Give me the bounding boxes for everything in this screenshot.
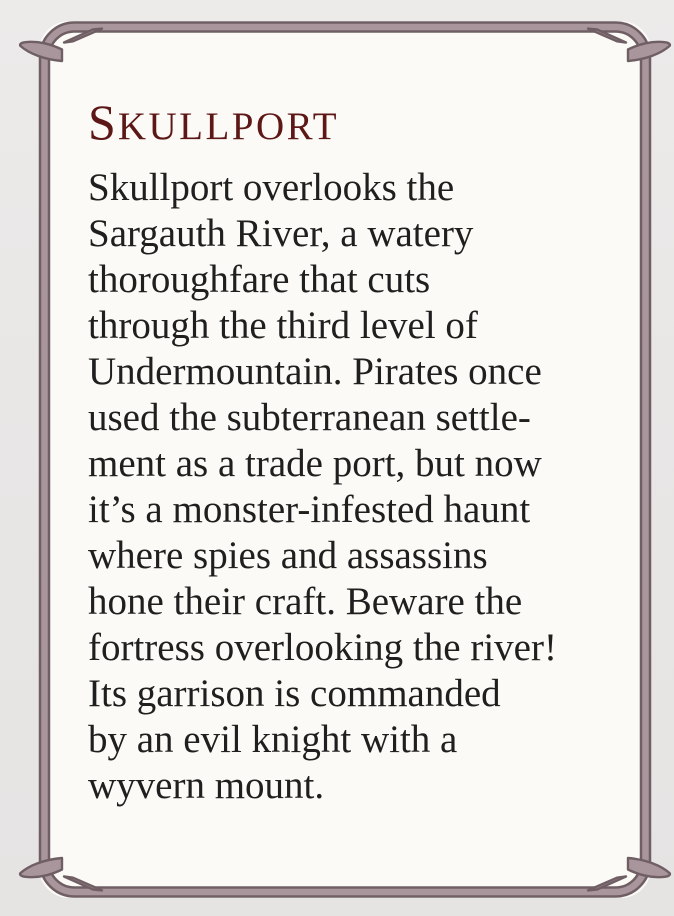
body-line: Its garrison is commanded [88, 672, 501, 715]
body-line: fortress overlooking the river! [88, 626, 557, 669]
body-line: Skullport overlooks the [88, 166, 455, 209]
card-title-rest: KULLPORT [117, 105, 340, 148]
card-title [88, 94, 644, 163]
card-content [88, 94, 644, 809]
body-line: thoroughfare that cuts [88, 258, 431, 301]
body-line: hone their craft. Beware the [88, 580, 523, 623]
body-line: ment as a trade port, but now [88, 442, 542, 485]
card-title-initial: S [88, 94, 118, 150]
body-line: wyvern mount. [88, 764, 325, 807]
body-line: Sargauth River, a watery [88, 212, 474, 255]
body-line: used the subterranean settle- [88, 396, 531, 439]
body-line: by an evil knight with a [88, 718, 458, 761]
body-line: Undermountain. Pirates once [88, 350, 542, 393]
body-line: it’s a monster-infested haunt [88, 488, 531, 531]
body-line: where spies and assassins [88, 534, 488, 577]
body-line: through the third level of [88, 304, 478, 347]
card-body [88, 165, 644, 809]
